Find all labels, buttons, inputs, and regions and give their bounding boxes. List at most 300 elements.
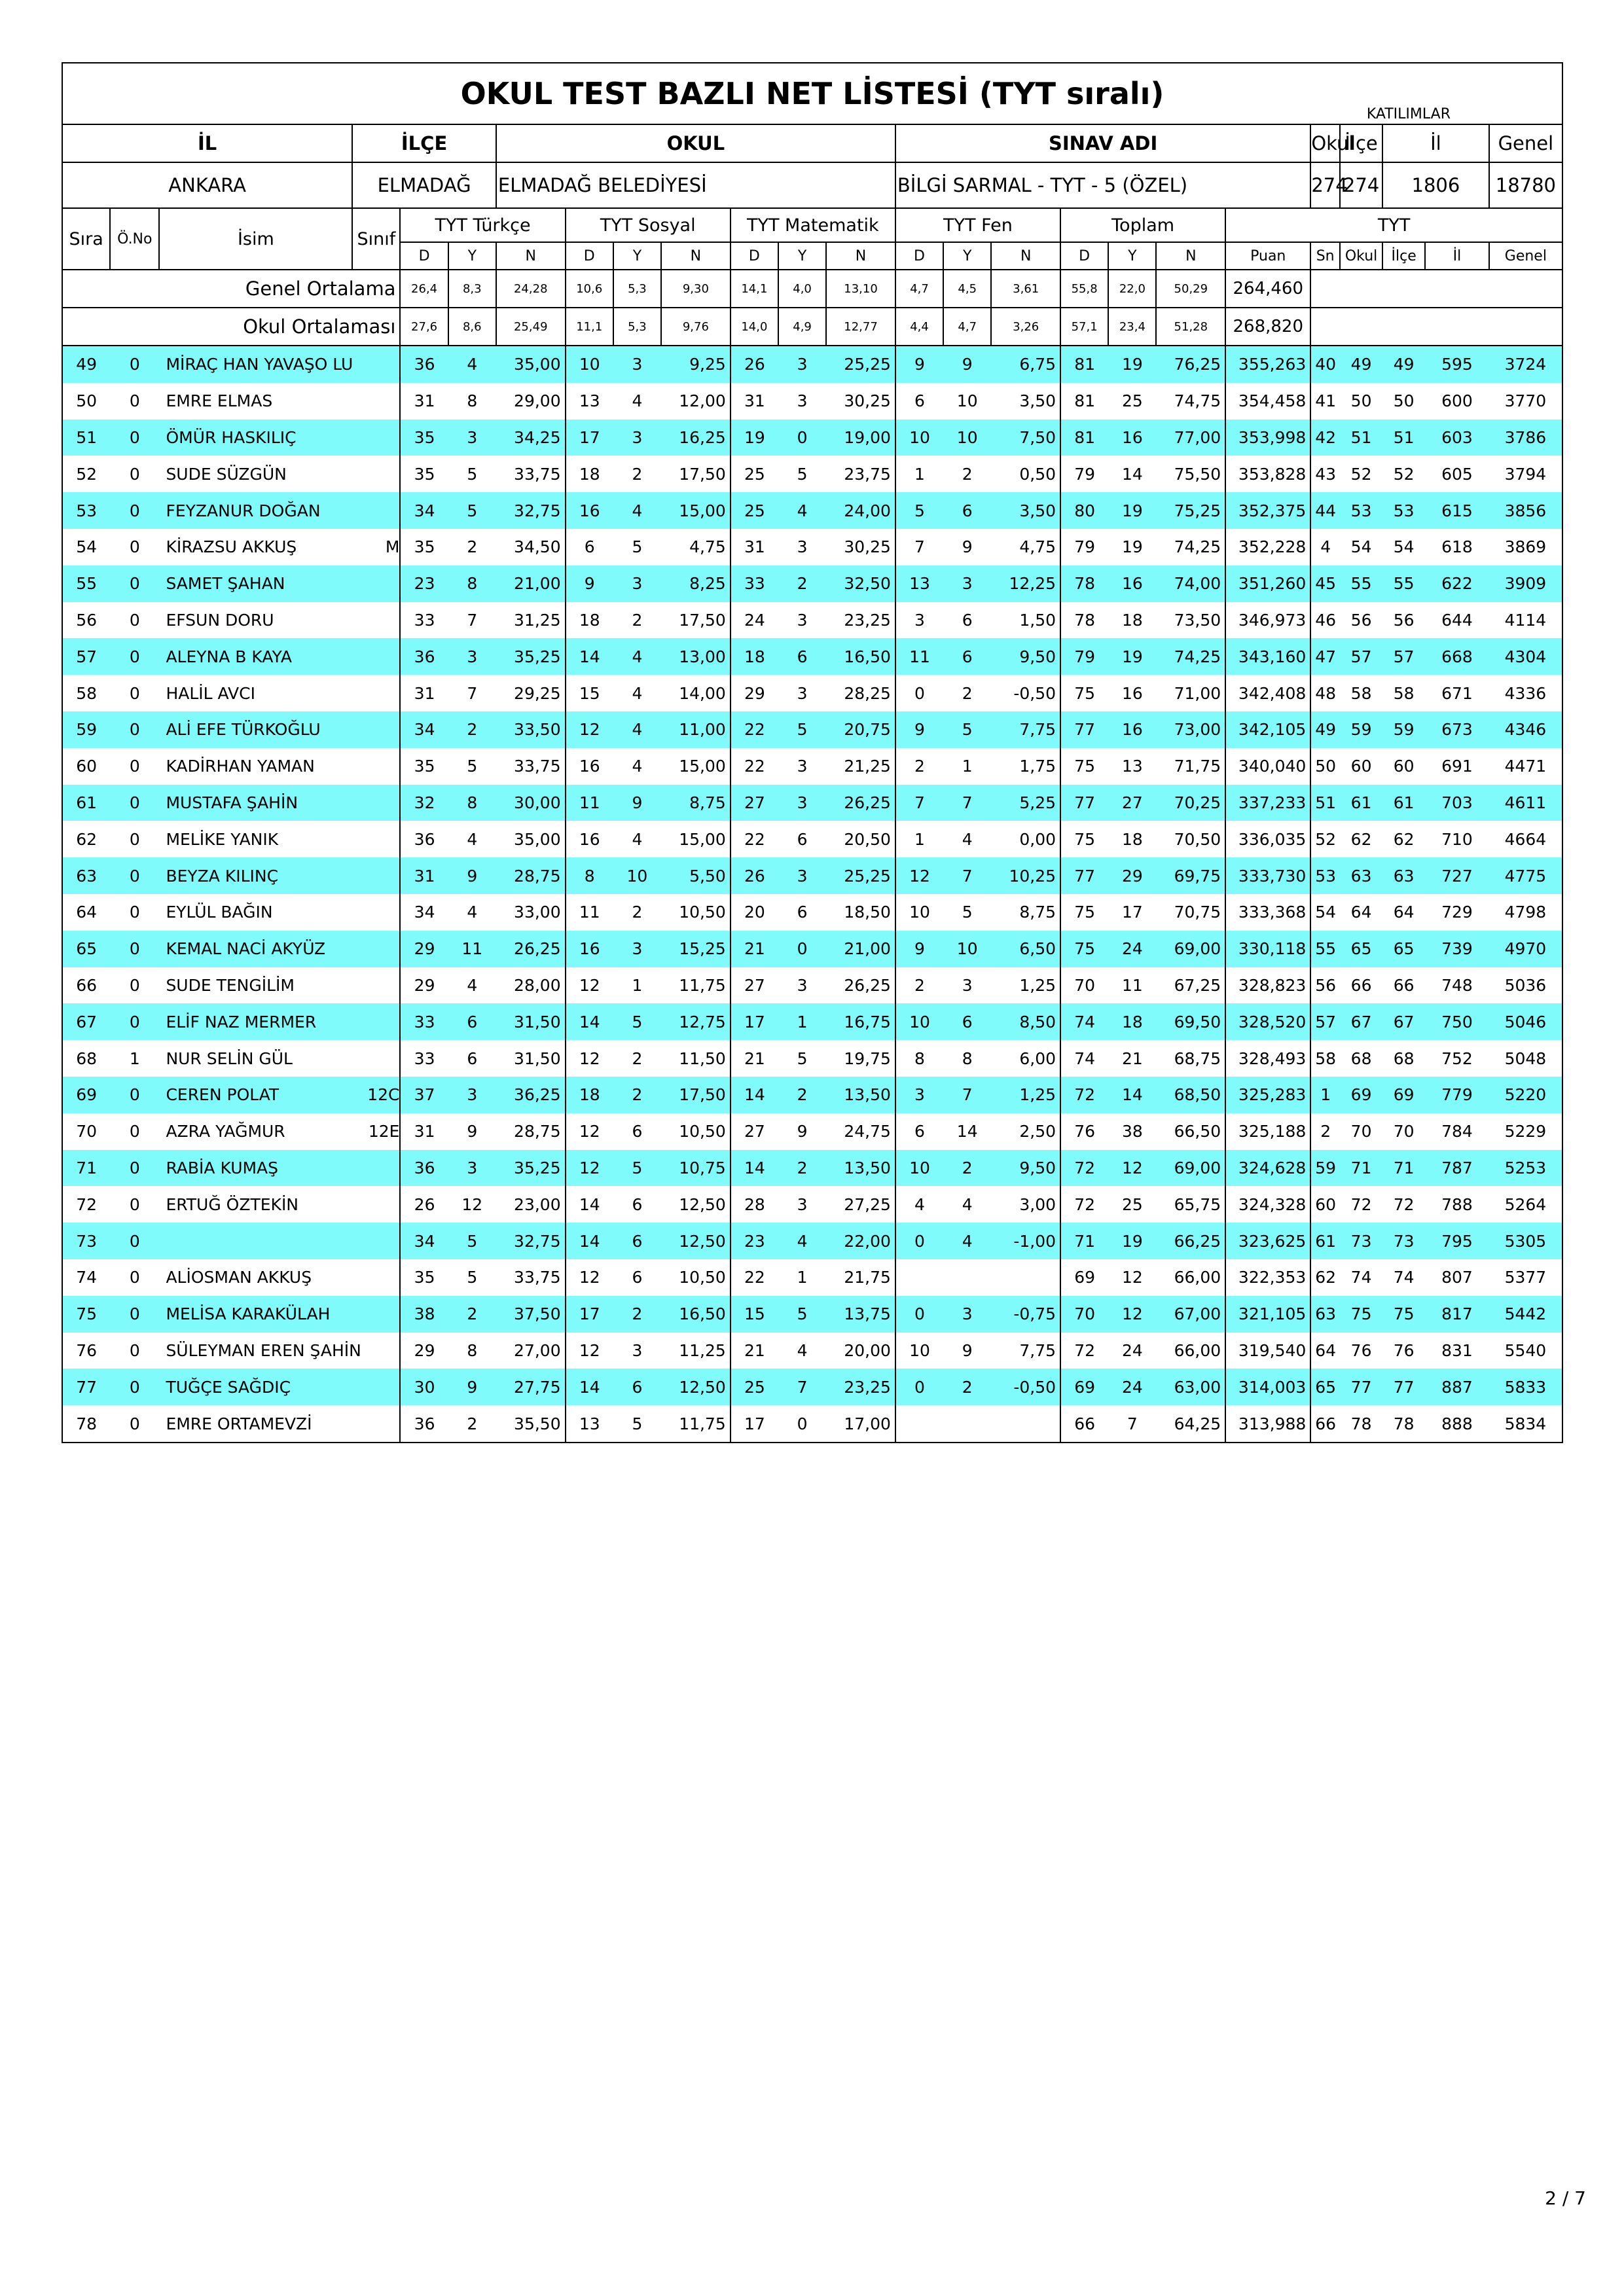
cell-fen-d: 2: [895, 967, 943, 1004]
cell-ono: 0: [129, 903, 140, 922]
cell-genel: 5264: [1489, 1186, 1562, 1223]
okul-average-cell: 25,49: [496, 308, 566, 346]
cell-turkce-n: 31,50: [496, 1040, 566, 1077]
cell-puan: 353,828: [1225, 456, 1310, 492]
cell-sosyal-y: 3: [613, 420, 661, 456]
cell-ilce: 75: [1382, 1296, 1425, 1333]
cell-ilce: 53: [1382, 492, 1425, 529]
cell-il: 615: [1425, 492, 1489, 529]
cell-toplam-d: 70: [1060, 967, 1108, 1004]
cell-sn: 48: [1310, 675, 1340, 711]
cell-turkce-y: 4: [467, 903, 478, 922]
cell-toplam-d: 80: [1060, 492, 1108, 529]
cell-mat-y: 3: [797, 610, 808, 630]
cell-mat-y: 4: [778, 492, 826, 529]
genel-average-cell: 9,30: [661, 270, 731, 308]
cell-puan: 353,998: [1225, 420, 1310, 456]
table-row: [62, 1296, 1562, 1333]
cell-mat-n: 19,00: [826, 420, 895, 456]
cell-turkce-d: 37: [400, 1077, 448, 1113]
cell-sosyal-y: 2: [632, 903, 643, 922]
cell-ilce: 65: [1382, 931, 1425, 967]
cell-toplam-d: 75: [1060, 894, 1108, 931]
cell-fen-y: [943, 1405, 991, 1443]
cell-il: 887: [1425, 1369, 1489, 1405]
cell-sosyal-d: 12: [566, 1150, 613, 1187]
cell-genel: 5036: [1489, 967, 1562, 1004]
subcol-d-0: D: [400, 242, 448, 270]
cell-fen-n: 3,00: [991, 1186, 1060, 1223]
cell-mat-y: 3: [797, 683, 808, 703]
cell-fen-n: 6,50: [991, 931, 1060, 967]
cell-toplam-y: 16: [1121, 683, 1143, 703]
cell-turkce-d: 36: [400, 1150, 448, 1187]
table-row: [62, 675, 1562, 711]
cell-turkce-y: 8: [467, 1340, 478, 1360]
cell-puan: 337,233: [1225, 785, 1310, 821]
cell-ono: 0: [110, 638, 159, 675]
cell-turkce-n: 35,25: [496, 638, 566, 675]
cell-fen-y: [943, 1259, 991, 1296]
cell-fen-n: 7,50: [991, 420, 1060, 456]
il-value: ANKARA: [62, 162, 352, 208]
okul-average-cell: 4,9: [778, 308, 826, 346]
cell-toplam-d: 81: [1060, 383, 1108, 420]
cell-sosyal-n: 15,00: [661, 821, 731, 857]
subcol-d-3: D: [566, 242, 613, 270]
table-row: [62, 1259, 1562, 1296]
cell-puan: 324,628: [1225, 1150, 1310, 1187]
cell-turkce-n: 30,00: [496, 785, 566, 821]
cell-ono: 0: [129, 464, 140, 484]
cell-sira: 57: [62, 638, 110, 675]
cell-turkce-n: 23,00: [496, 1186, 566, 1223]
cell-ono: 0: [110, 346, 159, 383]
cell-fen-y: 10: [943, 931, 991, 967]
okul-average-cell: 57,1: [1060, 308, 1108, 346]
cell-sosyal-d: 12: [566, 967, 613, 1004]
cell-okul: 59: [1340, 711, 1382, 748]
cell-fen-n: [991, 1259, 1060, 1296]
cell-mat-y: 6: [797, 903, 808, 922]
cell-mat-d: 22: [731, 711, 778, 748]
cell-ono: 1: [129, 1049, 140, 1068]
cell-turkce-n: 33,75: [496, 748, 566, 785]
cell-turkce-y: 5: [448, 1223, 496, 1259]
subcol-genel-20: Genel: [1489, 242, 1562, 270]
cell-mat-y: 5: [778, 711, 826, 748]
cell-puan: 343,160: [1225, 638, 1310, 675]
cell-sn: 55: [1310, 931, 1340, 967]
cell-sosyal-y: 10: [613, 857, 661, 894]
cell-mat-n: 23,75: [826, 456, 895, 492]
cell-sinif: [352, 1150, 400, 1187]
cell-toplam-n: 75,50: [1156, 456, 1225, 492]
cell-genel: 5377: [1489, 1259, 1562, 1296]
cell-turkce-d: 35: [400, 456, 448, 492]
genel-average-cell: 24,28: [496, 270, 566, 308]
cell-sosyal-n: 5,50: [661, 857, 731, 894]
cell-ilce: 66: [1393, 975, 1415, 995]
cell-mat-y: 4: [797, 1340, 808, 1360]
cell-sinif: [352, 931, 400, 967]
cell-toplam-y: 7: [1127, 1414, 1138, 1433]
cell-sosyal-d: 8: [566, 857, 613, 894]
cell-isim: BEYZA KILINÇ: [159, 857, 352, 894]
cell-toplam-d: 81: [1060, 420, 1108, 456]
cell-ono: 0: [110, 1369, 159, 1405]
cell-turkce-y: 7: [467, 610, 478, 630]
cell-il: 752: [1441, 1049, 1473, 1068]
cell-sosyal-y: 6: [613, 1223, 661, 1259]
cell-toplam-y: 12: [1108, 1296, 1156, 1333]
cell-genel: 5540: [1489, 1333, 1562, 1369]
cell-il: 739: [1425, 931, 1489, 967]
cell-sira: 55: [62, 565, 110, 602]
cell-toplam-y: 17: [1121, 903, 1143, 922]
genel-average-cell: 50,29: [1156, 270, 1225, 308]
cell-okul: 53: [1340, 492, 1382, 529]
cell-puan: 322,353: [1225, 1259, 1310, 1296]
cell-turkce-y: 8: [448, 565, 496, 602]
cell-ono: 0: [129, 1340, 140, 1360]
okul-average-label: Okul Ortalaması: [62, 308, 400, 346]
cell-ilce: 60: [1393, 757, 1415, 776]
cell-mat-n: 16,50: [826, 638, 895, 675]
cell-mat-n: 20,75: [826, 711, 895, 748]
cell-fen-d: [895, 1405, 943, 1443]
col-tyt: TYT: [1225, 208, 1562, 242]
cell-toplam-d: 79: [1060, 456, 1108, 492]
cell-okul: 56: [1350, 610, 1372, 630]
cell-sosyal-y: 6: [632, 1194, 643, 1214]
cell-turkce-d: 34: [400, 1223, 448, 1259]
cell-fen-y: 3: [962, 975, 973, 995]
cell-sosyal-y: 2: [632, 610, 643, 630]
cell-toplam-d: 74: [1060, 1040, 1108, 1077]
okul-average-cell: 5,3: [613, 308, 661, 346]
cell-il: 605: [1441, 464, 1473, 484]
subcol-n-11: N: [991, 242, 1060, 270]
cell-fen-d: 12: [895, 857, 943, 894]
cell-sn: 49: [1310, 711, 1340, 748]
cell-mat-d: 31: [731, 529, 778, 565]
cell-fen-d: 0: [895, 1223, 943, 1259]
subcol-d-9: D: [895, 242, 943, 270]
cell-sinif: [352, 711, 400, 748]
cell-ilce: 61: [1382, 785, 1425, 821]
cell-fen-n: 7,75: [991, 711, 1060, 748]
cell-okul: 62: [1350, 829, 1372, 849]
cell-toplam-d: 78: [1060, 565, 1108, 602]
cell-toplam-y: 24: [1121, 1340, 1143, 1360]
cell-sosyal-y: 3: [613, 346, 661, 383]
cell-turkce-y: 8: [448, 785, 496, 821]
cell-ilce: 77: [1382, 1369, 1425, 1405]
cell-mat-n: 18,50: [826, 894, 895, 931]
cell-turkce-n: 32,75: [496, 1223, 566, 1259]
cell-puan: 328,823: [1225, 967, 1310, 1004]
cell-sira: 49: [62, 346, 110, 383]
cell-mat-d: 22: [731, 821, 778, 857]
cell-il: 787: [1425, 1150, 1489, 1187]
cell-turkce-y: 4: [467, 975, 478, 995]
cell-turkce-y: 2: [448, 1296, 496, 1333]
cell-sn: 41: [1310, 383, 1340, 420]
cell-toplam-n: 75,25: [1156, 492, 1225, 529]
cell-sira: 62: [62, 821, 110, 857]
subcol-y-10: Y: [943, 242, 991, 270]
cell-sira: 75: [62, 1296, 110, 1333]
cell-isim: EMRE ORTAMEVZİ: [166, 1414, 312, 1433]
cell-turkce-y: 6: [467, 1049, 478, 1068]
cell-puan: 314,003: [1225, 1369, 1310, 1405]
cell-fen-d: 3: [895, 602, 943, 639]
cell-okul: 63: [1340, 857, 1382, 894]
cell-sosyal-y: 6: [632, 1122, 643, 1141]
okul-average-cell: 27,6: [400, 308, 448, 346]
table-row: [62, 638, 1562, 675]
cell-fen-y: 7: [943, 1077, 991, 1113]
cell-sosyal-y: 9: [613, 785, 661, 821]
cell-sn: 59: [1310, 1150, 1340, 1187]
cell-toplam-d: 69: [1060, 1369, 1108, 1405]
cell-puan: 333,730: [1225, 857, 1310, 894]
cell-toplam-d: 78: [1060, 602, 1108, 639]
cell-mat-d: 25: [731, 492, 778, 529]
cell-mat-n: 23,25: [826, 1369, 895, 1405]
cell-mat-d: 15: [731, 1296, 778, 1333]
table-row: [62, 529, 1562, 565]
ilce-value: ELMADAĞ: [352, 162, 496, 208]
cell-ono: 0: [110, 1296, 159, 1333]
cell-fen-y: 2: [943, 1369, 991, 1405]
cell-sira: 59: [62, 711, 110, 748]
cell-ilce: 49: [1382, 346, 1425, 383]
cell-puan: 313,988: [1225, 1405, 1310, 1443]
cell-mat-n: 13,50: [826, 1150, 895, 1187]
cell-sinif: [352, 1186, 400, 1223]
genel-average-cell: 3,61: [991, 270, 1060, 308]
cell-mat-y: 2: [778, 565, 826, 602]
table-row: [62, 785, 1562, 821]
cell-isim: KİRAZSU AKKUŞ: [166, 537, 297, 557]
cell-turkce-n: 31,25: [496, 602, 566, 639]
cell-sosyal-d: 13: [566, 383, 613, 420]
table-row: [62, 1333, 1562, 1369]
cell-puan: 342,408: [1225, 675, 1310, 711]
cell-genel: 5305: [1489, 1223, 1562, 1259]
cell-mat-y: 4: [778, 1223, 826, 1259]
cell-sinif: [352, 1003, 400, 1040]
cell-fen-y: 10: [956, 391, 978, 411]
table-row: [62, 346, 1562, 383]
okul-header: OKUL: [496, 124, 895, 162]
cell-puan: 355,263: [1225, 346, 1310, 383]
cell-okul: 78: [1350, 1414, 1372, 1433]
cell-sosyal-n: 8,25: [661, 565, 731, 602]
cell-sosyal-y: 4: [632, 683, 643, 703]
cell-sn: 1: [1310, 1077, 1340, 1113]
cell-il: 691: [1441, 757, 1473, 776]
cell-turkce-d: 31: [400, 675, 448, 711]
table-row: [62, 1186, 1562, 1223]
cell-sosyal-d: 12: [566, 711, 613, 748]
cell-toplam-y: 18: [1121, 610, 1143, 630]
cell-fen-n: 6,00: [991, 1040, 1060, 1077]
cell-sosyal-n: 16,50: [661, 1296, 731, 1333]
cell-sinif: [352, 1296, 400, 1333]
cell-il: 750: [1425, 1003, 1489, 1040]
cell-toplam-n: 69,00: [1156, 1150, 1225, 1187]
genel-average-cell: 26,4: [400, 270, 448, 308]
cell-ono: 0: [110, 1003, 159, 1040]
cell-fen-y: 3: [943, 1296, 991, 1333]
cell-fen-d: 13: [895, 565, 943, 602]
cell-sinif: [352, 492, 400, 529]
cell-ono: 0: [129, 1194, 140, 1214]
cell-fen-n: 5,25: [991, 785, 1060, 821]
cell-sosyal-n: 12,00: [661, 383, 731, 420]
cell-ono: 0: [110, 1077, 159, 1113]
col-fen: TYT Fen: [895, 208, 1060, 242]
cell-toplam-n: 66,25: [1156, 1223, 1225, 1259]
cell-fen-n: 8,75: [991, 894, 1060, 931]
cell-fen-d: 8: [895, 1040, 943, 1077]
cell-sira: 67: [62, 1003, 110, 1040]
cell-ono: 0: [110, 1223, 159, 1259]
cell-turkce-y: 12: [461, 1194, 483, 1214]
col-toplam: Toplam: [1060, 208, 1225, 242]
cell-sosyal-n: 11,00: [661, 711, 731, 748]
cell-sira: 65: [62, 931, 110, 967]
cell-fen-y: 7: [943, 857, 991, 894]
cell-turkce-d: 30: [400, 1369, 448, 1405]
cell-mat-y: 3: [778, 785, 826, 821]
cell-okul: 52: [1350, 464, 1372, 484]
cell-fen-n: 9,50: [991, 638, 1060, 675]
cell-sn: 2: [1310, 1113, 1340, 1150]
cell-genel: 4775: [1489, 857, 1562, 894]
cell-ilce: 55: [1382, 565, 1425, 602]
cell-sosyal-n: 11,25: [661, 1333, 731, 1369]
cell-toplam-d: 77: [1060, 857, 1108, 894]
cell-sosyal-d: 11: [566, 894, 613, 931]
cell-mat-d: 29: [731, 675, 778, 711]
cell-puan: 336,035: [1225, 821, 1310, 857]
cell-isim: SAMET ŞAHAN: [159, 565, 352, 602]
cell-sira: 73: [62, 1223, 110, 1259]
cell-toplam-n: 74,25: [1156, 638, 1225, 675]
cell-sosyal-y: 3: [613, 931, 661, 967]
cell-sosyal-n: 17,50: [661, 456, 731, 492]
cell-toplam-n: 67,00: [1156, 1296, 1225, 1333]
cell-sinif: [352, 748, 400, 785]
cell-sosyal-d: 14: [566, 1003, 613, 1040]
subcol-y-7: Y: [778, 242, 826, 270]
cell-mat-n: 28,25: [826, 675, 895, 711]
cell-sinif: [352, 1223, 400, 1259]
cell-isim: EMRE ELMAS: [166, 391, 273, 411]
cell-il: 727: [1425, 857, 1489, 894]
cell-turkce-n: 37,50: [496, 1296, 566, 1333]
cell-il: 817: [1425, 1296, 1489, 1333]
cell-toplam-y: 19: [1108, 638, 1156, 675]
cell-fen-d: 0: [895, 1369, 943, 1405]
cell-sosyal-n: 10,50: [661, 894, 731, 931]
cell-sinif: 12E: [352, 1113, 400, 1150]
cell-puan: 323,625: [1225, 1223, 1310, 1259]
cell-fen-d: 1: [895, 821, 943, 857]
cell-il: 595: [1425, 346, 1489, 383]
cell-turkce-d: 31: [400, 383, 448, 420]
cell-toplam-n: 74,25: [1156, 529, 1225, 565]
cell-sosyal-d: 17: [566, 1296, 613, 1333]
cell-turkce-n: 26,25: [496, 931, 566, 967]
cell-isim: EFSUN DORU: [166, 610, 274, 630]
cell-isim: SUDE TENGİLİM: [166, 975, 295, 995]
cell-turkce-n: 35,00: [496, 821, 566, 857]
cell-sosyal-y: 2: [632, 464, 643, 484]
cell-fen-d: 11: [895, 638, 943, 675]
col-sinif: Sınıf: [352, 208, 400, 270]
katilim-ilce-header: İlçe: [1340, 124, 1382, 162]
cell-mat-y: 3: [797, 757, 808, 776]
cell-okul: 76: [1350, 1340, 1372, 1360]
cell-sinif: [352, 1259, 400, 1296]
cell-turkce-n: 35,50: [496, 1405, 566, 1443]
cell-genel: 4114: [1489, 602, 1562, 639]
cell-fen-d: 10: [895, 1003, 943, 1040]
table-row: [62, 711, 1562, 748]
cell-isim: ALİ EFE TÜRKOĞLU: [159, 711, 352, 748]
subcol-okul-17: Okul: [1340, 242, 1382, 270]
cell-turkce-d: 35: [400, 420, 448, 456]
cell-mat-n: 13,50: [826, 1077, 895, 1113]
cell-turkce-n: 33,75: [496, 456, 566, 492]
cell-turkce-n: 28,00: [496, 967, 566, 1004]
cell-mat-d: 23: [731, 1223, 778, 1259]
cell-fen-n: 1,50: [991, 602, 1060, 639]
cell-sosyal-n: 15,00: [661, 492, 731, 529]
subcol-y-4: Y: [613, 242, 661, 270]
cell-mat-y: 5: [797, 1049, 808, 1068]
col-turkce: TYT Türkçe: [400, 208, 565, 242]
cell-toplam-n: 70,25: [1156, 785, 1225, 821]
cell-sosyal-n: 14,00: [661, 675, 731, 711]
cell-sosyal-y: 4: [613, 492, 661, 529]
cell-il: 703: [1425, 785, 1489, 821]
okul-average-cell: 4,7: [943, 308, 991, 346]
col-matematik: TYT Matematik: [731, 208, 895, 242]
genel-average-cell: 4,5: [943, 270, 991, 308]
cell-sosyal-d: 12: [566, 1113, 613, 1150]
cell-sosyal-y: 4: [632, 829, 643, 849]
participation-caption: KATILIMLAR: [1366, 106, 1451, 122]
genel-average-empty: [1310, 270, 1562, 308]
cell-fen-n: [991, 1405, 1060, 1443]
cell-toplam-d: 79: [1060, 638, 1108, 675]
cell-mat-n: 13,75: [826, 1296, 895, 1333]
cell-okul: 70: [1350, 1122, 1372, 1141]
cell-mat-y: 3: [778, 857, 826, 894]
cell-ilce: 51: [1382, 420, 1425, 456]
cell-ono: 0: [129, 1268, 140, 1287]
cell-okul: 67: [1340, 1003, 1382, 1040]
cell-genel: 3856: [1489, 492, 1562, 529]
cell-sinif: [352, 1040, 400, 1077]
cell-ilce: 56: [1393, 610, 1415, 630]
